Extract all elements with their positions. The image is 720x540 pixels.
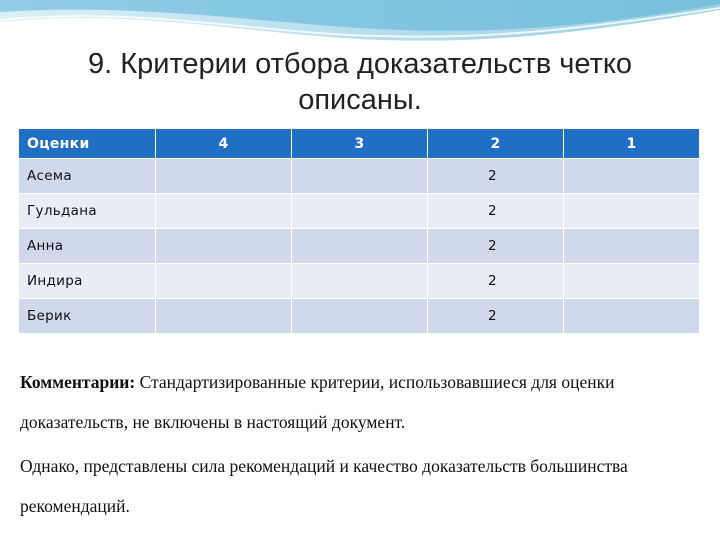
comments-label: Комментарии: [20, 372, 136, 392]
grade-3-cell [292, 194, 428, 229]
grade-2-cell: 2 [428, 194, 564, 229]
row-name-cell: Асема [19, 159, 156, 194]
grade-1-cell [564, 159, 700, 194]
comments-block [20, 362, 690, 526]
table-row [19, 159, 700, 194]
grade-1-cell [564, 194, 700, 229]
row-name-cell: Берик [19, 299, 156, 334]
table-row [19, 194, 700, 229]
grade-4-cell [156, 299, 292, 334]
header-cell-3: 3 [292, 129, 428, 159]
comments-paragraph-2: Однако, представлены сила рекомендаций и качество доказательств большинства рекомендаций. [20, 456, 628, 516]
grade-4-cell [156, 264, 292, 299]
grade-1-cell [564, 299, 700, 334]
grade-4-cell [156, 229, 292, 264]
grade-2-cell: 2 [428, 159, 564, 194]
row-name-cell: Индира [19, 264, 156, 299]
comments-paragraph-1 [20, 362, 690, 442]
grades-table [18, 128, 700, 334]
header-cell-2: 2 [428, 129, 564, 159]
grade-2-cell: 2 [428, 299, 564, 334]
table-row [19, 264, 700, 299]
table-row [19, 299, 700, 334]
grade-4-cell [156, 159, 292, 194]
row-name-cell: Гульдана [19, 194, 156, 229]
comments-text-1: Стандартизированные критерии, использовавшиеся для оценки доказательств, не включены в настоящий документ. [20, 372, 615, 432]
grade-2-cell: 2 [428, 229, 564, 264]
table-row [19, 229, 700, 264]
grade-1-cell [564, 229, 700, 264]
grade-3-cell [292, 159, 428, 194]
grade-3-cell [292, 299, 428, 334]
grade-3-cell [292, 264, 428, 299]
row-name-cell: Анна [19, 229, 156, 264]
slide-title: 9. Критерии отбора доказательств четко описаны. [87, 48, 633, 116]
grade-2-cell: 2 [428, 264, 564, 299]
header-cell-1: 1 [564, 129, 700, 159]
header-cell-4: 4 [156, 129, 292, 159]
header-cell-grades: Оценки [19, 129, 156, 159]
decorative-wave-header [0, 0, 720, 48]
grade-1-cell [564, 264, 700, 299]
grade-4-cell [156, 194, 292, 229]
grade-3-cell [292, 229, 428, 264]
table-header-row [19, 129, 700, 159]
